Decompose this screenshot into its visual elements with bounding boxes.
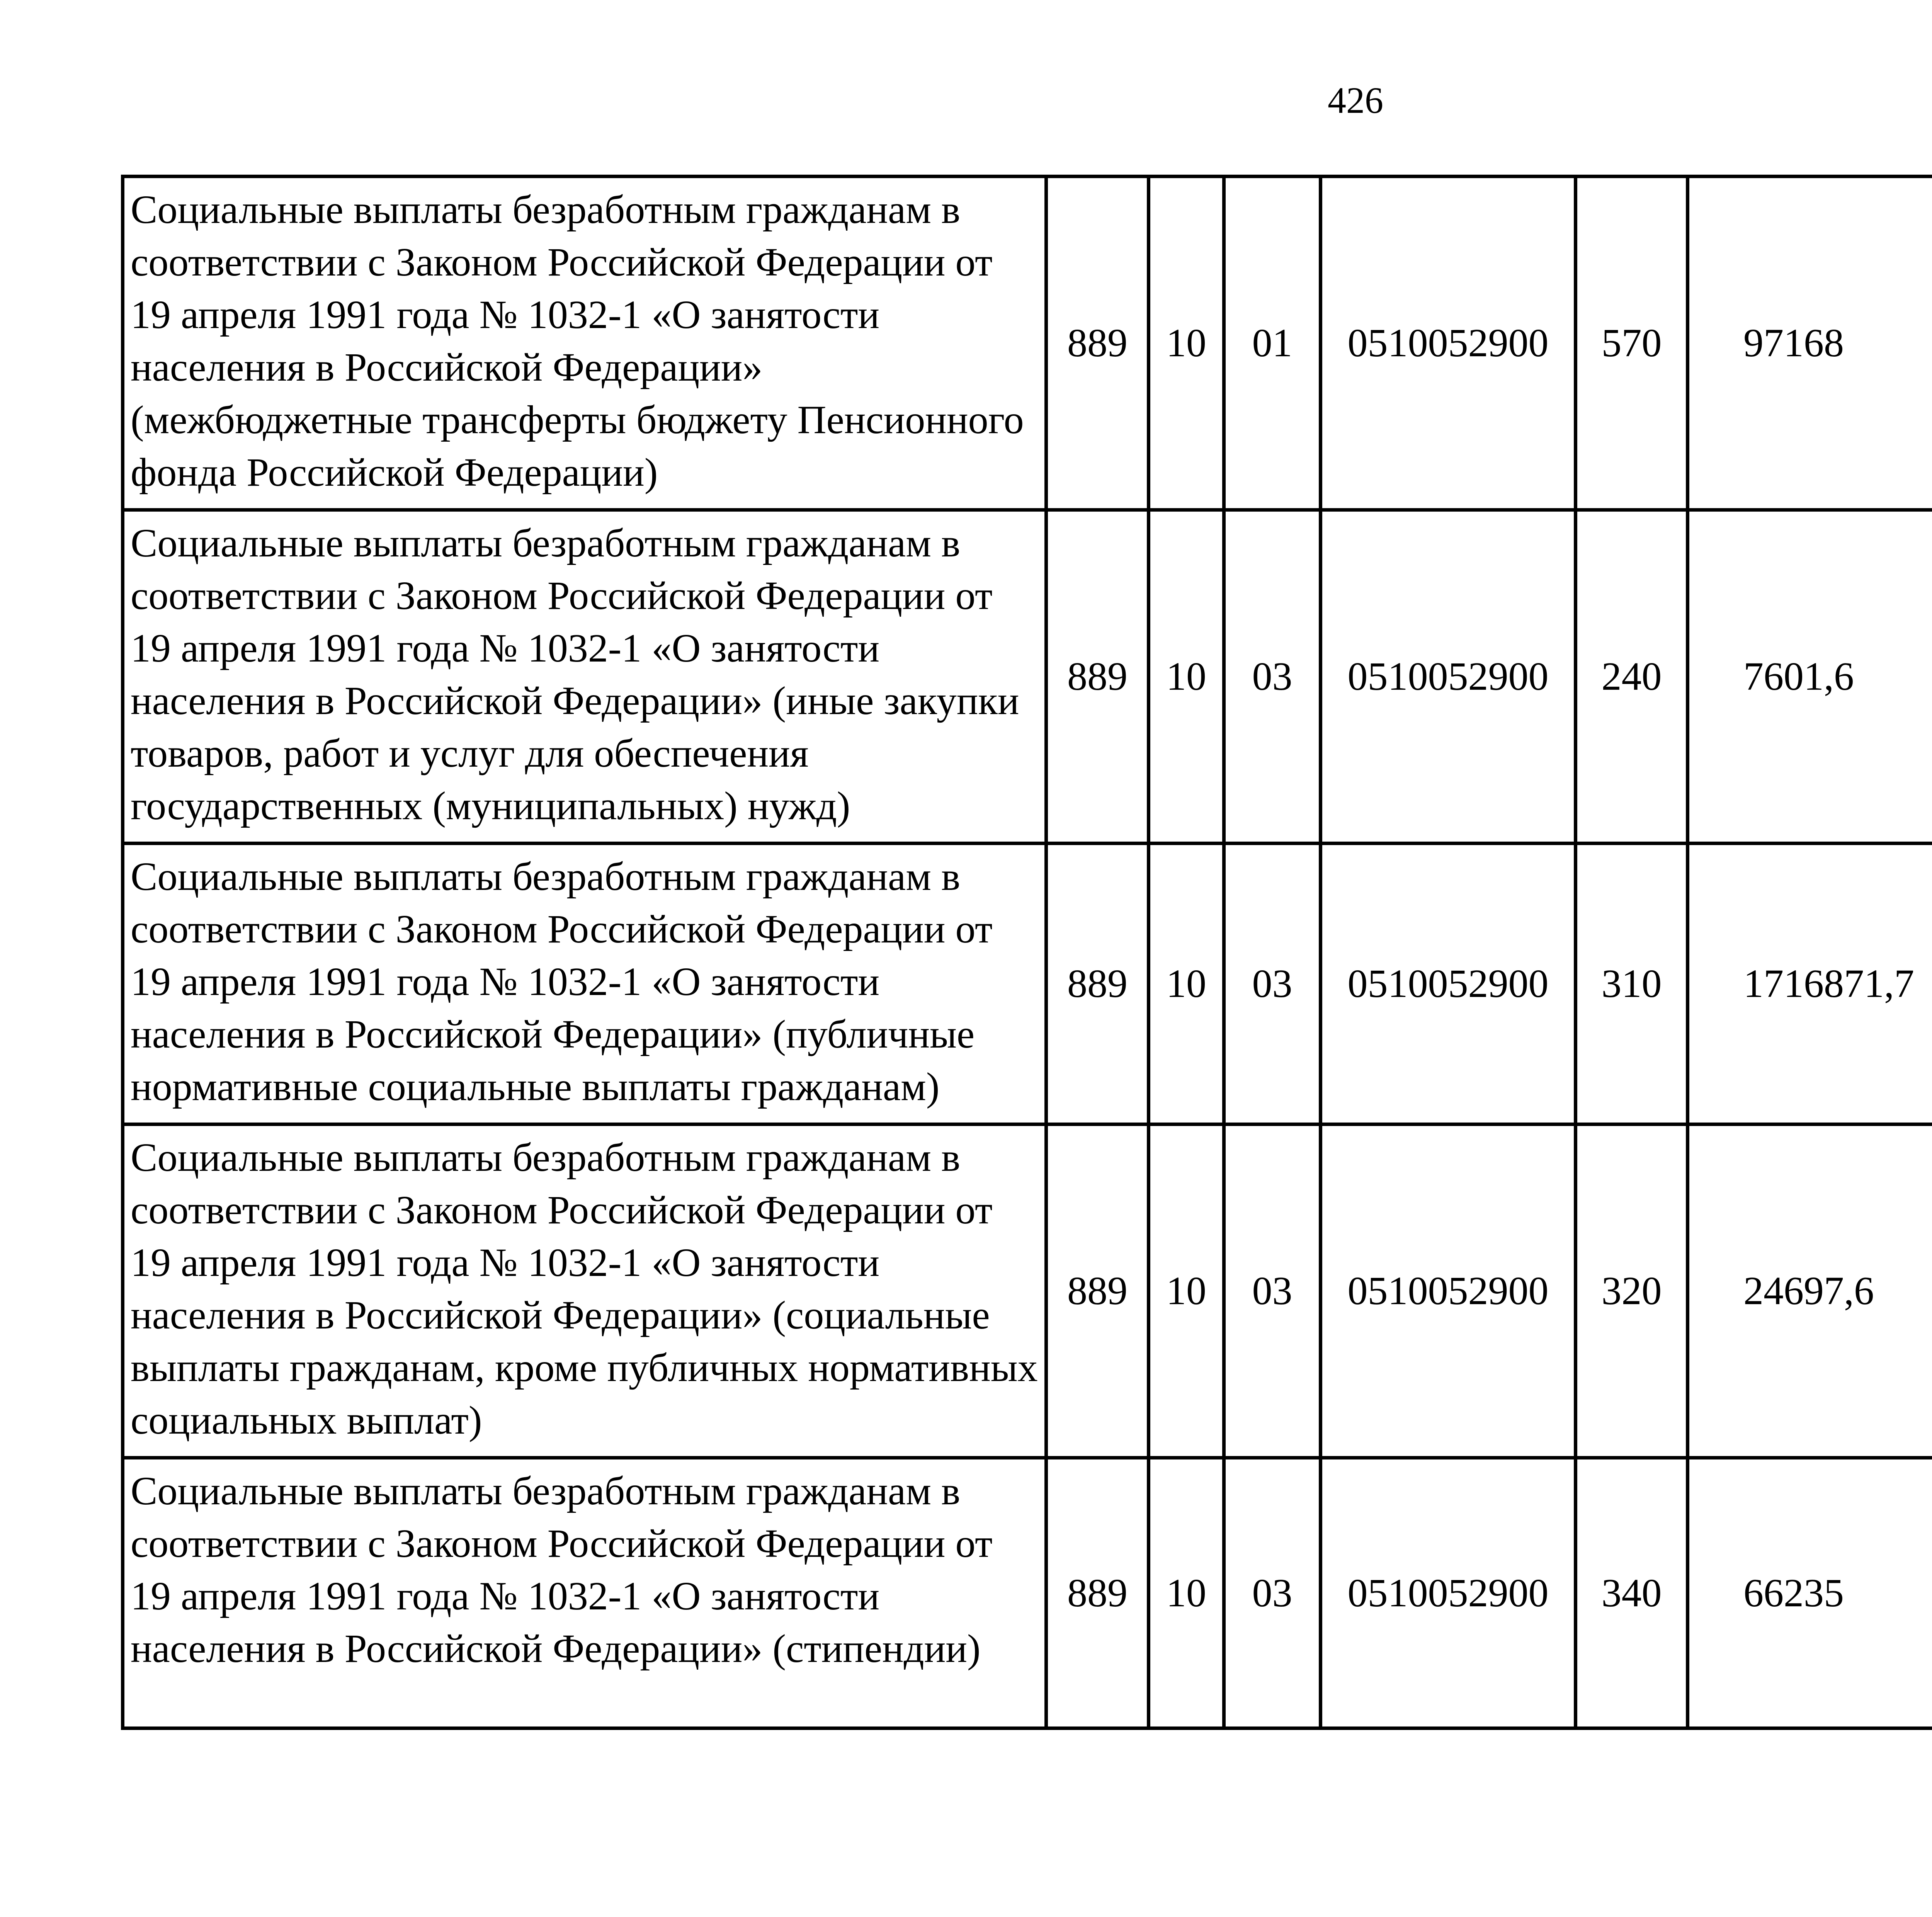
ministry-code: 889 bbox=[1046, 1124, 1149, 1458]
section-code: 10 bbox=[1149, 844, 1224, 1124]
section-code: 10 bbox=[1149, 177, 1224, 510]
subsection-code: 03 bbox=[1224, 510, 1321, 844]
row-description: Социальные выплаты безработным гражданам в соответствии с Законом Российской Федерации от 19 апреля 1991 года № 1032-1 «О занятости населения в Российской Федерации» (межбюджетные трансферты бюджету Пенсионного фонда Российской Федерации) bbox=[123, 177, 1046, 510]
expense-type-code: 240 bbox=[1576, 510, 1688, 844]
ministry-code: 889 bbox=[1046, 177, 1149, 510]
table-row bbox=[123, 1124, 1932, 1458]
section-code: 10 bbox=[1149, 1124, 1224, 1458]
expense-type-code: 340 bbox=[1576, 1458, 1688, 1728]
target-article-code: 0510052900 bbox=[1321, 177, 1576, 510]
section-code: 10 bbox=[1149, 1458, 1224, 1728]
budget-table bbox=[121, 175, 1932, 1730]
amount-year-1: 66235 bbox=[1688, 1458, 1932, 1728]
target-article-code: 0510052900 bbox=[1321, 844, 1576, 1124]
row-description: Социальные выплаты безработным гражданам в соответствии с Законом Российской Федерации от 19 апреля 1991 года № 1032-1 «О занятости населения в Российской Федерации» (социальные выплаты гражданам, кроме публичных нормативных социальных выплат) bbox=[123, 1124, 1046, 1458]
subsection-code: 03 bbox=[1224, 1124, 1321, 1458]
row-description: Социальные выплаты безработным гражданам в соответствии с Законом Российской Федерации от 19 апреля 1991 года № 1032-1 «О занятости населения в Российской Федерации» (иные закупки товаров, работ и услуг для обеспечения государственных (муниципальных) нужд) bbox=[123, 510, 1046, 844]
ministry-code: 889 bbox=[1046, 1458, 1149, 1728]
table-row bbox=[123, 177, 1932, 510]
target-article-code: 0510052900 bbox=[1321, 1124, 1576, 1458]
expense-type-code: 570 bbox=[1576, 177, 1688, 510]
subsection-code: 03 bbox=[1224, 844, 1321, 1124]
section-code: 10 bbox=[1149, 510, 1224, 844]
amount-year-1: 24697,6 bbox=[1688, 1124, 1932, 1458]
row-description: Социальные выплаты безработным гражданам в соответствии с Законом Российской Федерации от 19 апреля 1991 года № 1032-1 «О занятости населения в Российской Федерации» (стипендии) bbox=[123, 1458, 1046, 1728]
subsection-code: 01 bbox=[1224, 177, 1321, 510]
amount-year-1: 1716871,7 bbox=[1688, 844, 1932, 1124]
row-description: Социальные выплаты безработным гражданам в соответствии с Законом Российской Федерации от 19 апреля 1991 года № 1032-1 «О занятости населения в Российской Федерации» (публичные нормативные социальные выплаты гражданам) bbox=[123, 844, 1046, 1124]
target-article-code: 0510052900 bbox=[1321, 510, 1576, 844]
subsection-code: 03 bbox=[1224, 1458, 1321, 1728]
expense-type-code: 320 bbox=[1576, 1124, 1688, 1458]
expense-type-code: 310 bbox=[1576, 844, 1688, 1124]
ministry-code: 889 bbox=[1046, 510, 1149, 844]
target-article-code: 0510052900 bbox=[1321, 1458, 1576, 1728]
page-number: 426 bbox=[1328, 80, 1383, 121]
table-row bbox=[123, 1458, 1932, 1728]
amount-year-1: 7601,6 bbox=[1688, 510, 1932, 844]
table-row bbox=[123, 510, 1932, 844]
ministry-code: 889 bbox=[1046, 844, 1149, 1124]
amount-year-1: 97168 bbox=[1688, 177, 1932, 510]
table-row bbox=[123, 844, 1932, 1124]
